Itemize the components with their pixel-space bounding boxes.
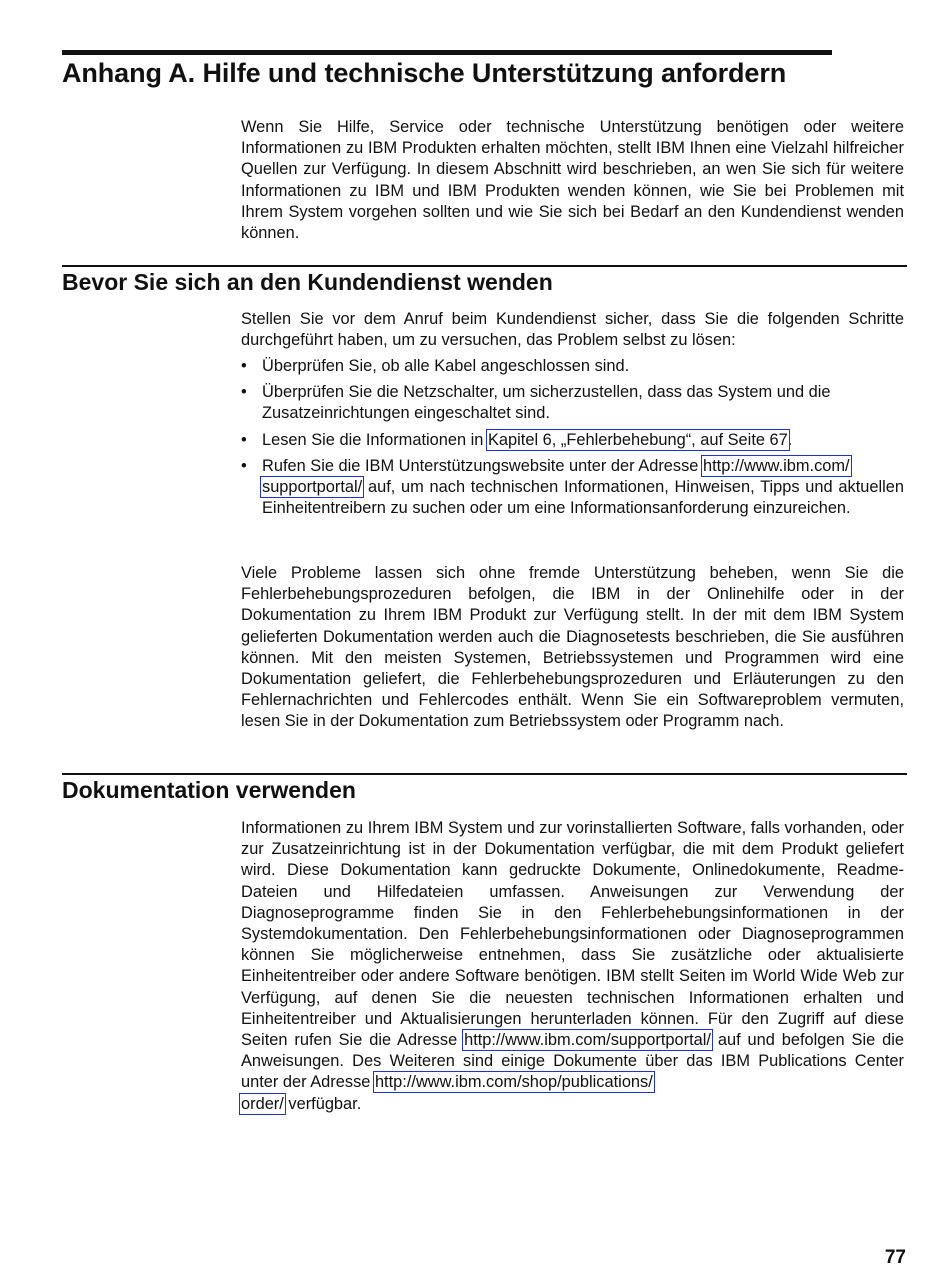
section-rule-1: [62, 265, 907, 267]
documentation-text-start: Informationen zu Ihrem IBM System und zur vorinstallierten Software, falls vorhanden, oder zur Zusatzeinrichtung ist in der Dokumentation verfügbar, die mit dem Produkt geliefert wird. Diese Dokumentation kann gedruckte Dokumente, Onlinedokumente, Readme-Dateien und Hilfedateien umfassen. Anweisungen zur Verwendung der Diagnoseprogramme finden Sie in den Fehlerbehebungsinformationen in der Systemdokumentation. Den Fehlerbehebungsinformationen oder Diagnoseprogrammen können Sie möglicherweise entnehmen, dass Sie zusätzliche oder aktualisierte Einheitentreiber oder andere Software benötigen. IBM stellt Seiten im World Wide Web zur Verfügung, auf denen Sie die neuesten technischen Informationen erhalten und Einheitentreiber und Aktualisierungen herunterladen können. Für den Zugriff auf diese Seiten rufen Sie die Adresse: [241, 819, 904, 1050]
checklist-item-troubleshooting-prefix: Lesen Sie die Informationen in: [262, 430, 488, 449]
checklist-item-power: [241, 382, 904, 424]
supportportal-link[interactable]: http://www.ibm.com/supportportal/: [464, 1031, 711, 1050]
checklist-item-support-prefix: Rufen Sie die IBM Unterstützungswebsite unter der Adresse: [262, 456, 703, 475]
checklist-item-power-text: Überprüfen Sie die Netzschalter, um sicherzustellen, dass das System und die Zusatzeinrichtungen eingeschaltet sind.: [262, 383, 831, 423]
checklist-item-troubleshooting: [241, 430, 904, 451]
section1-intro-paragraph: Stellen Sie vor dem Anruf beim Kundendienst sicher, dass Sie die folgenden Schritte durchgeführt haben, um zu versuchen, das Problem selbst zu lösen:: [241, 310, 904, 350]
chapter-intro-paragraph: Wenn Sie Hilfe, Service oder technische Unterstützung benötigen oder weitere Informationen zu IBM Produkten erhalten möchten, stellt IBM Ihnen eine Vielzahl hilfreicher Quellen zur Verfügung. In diesem Abschnitt wird beschrieben, an wen Sie sich für weitere Informationen zu IBM und IBM Produkten wenden können, wie Sie bei Problemen mit Ihrem System vorgehen sollten und wie Sie sich bei Bedarf an den Kundendienst wenden können.: [241, 118, 904, 243]
bullet-marker: •: [241, 456, 247, 475]
checklist-item-cables-text: Überprüfen Sie, ob alle Kabel angeschlossen sind.: [262, 357, 630, 375]
troubleshooting-chapter-link[interactable]: Kapitel 6, „Fehlerbehebung“, auf Seite 67: [487, 430, 788, 449]
checklist-item-cables: [241, 356, 904, 377]
documentation-text-end: verfügbar.: [283, 1094, 362, 1113]
section-title-before-contact: Bevor Sie sich an den Kundendienst wenden: [62, 269, 553, 295]
publications-link-part1[interactable]: http://www.ibm.com/shop/publications/: [374, 1073, 653, 1092]
section-title-documentation: Dokumentation verwenden: [62, 777, 356, 803]
section1-problems-paragraph: Viele Probleme lassen sich ohne fremde Unterstützung beheben, wenn Sie die Fehlerbehebungsprozeduren befolgen, die IBM in der Onlinehilfe oder in der Dokumentation zu Ihrem IBM Produkt zur Verfügung stellt. In der mit dem IBM System gelieferten Dokumentation werden auch die Diagnosetests beschrieben, die Sie ausführen können. Mit den meisten Systemen, Betriebssystemen und Programmen wird eine Dokumentation geliefert, die Fehlerbehebungsprozeduren und Erläuterungen zu den Fehlernachrichten und Fehlercodes enthält. Wenn Sie ein Softwareproblem vermuten, lesen Sie in der Dokumentation zum Betriebssystem oder Programm nach.: [241, 564, 904, 731]
chapter-top-rule: [62, 50, 832, 55]
bullet-marker: •: [241, 430, 247, 449]
checklist-item-troubleshooting-suffix: .: [787, 430, 793, 449]
bullet-marker: •: [241, 383, 247, 402]
bullet-marker: •: [241, 357, 247, 375]
support-portal-link-part2[interactable]: supportportal/: [262, 478, 363, 497]
checklist-item-support-suffix: auf, um nach technischen Informationen, Hinweisen, Tipps und aktuellen Einheitentreibern zu suchen oder um eine Informationsanforderung einzureichen.: [262, 478, 904, 518]
documentation-paragraph: [241, 818, 904, 1115]
chapter-title: Anhang A. Hilfe und technische Unterstützung anfordern: [62, 58, 787, 88]
publications-link-part2[interactable]: order/: [241, 1094, 284, 1113]
documentation-text-middle: auf und befolgen Sie die Anweisungen. Des Weiteren sind einige Dokumente über das IBM Publications Center unter der Adresse: [241, 1031, 904, 1092]
page-number: 77: [884, 1247, 906, 1268]
section-rule-2: [62, 773, 907, 775]
checklist: [241, 356, 904, 524]
support-portal-link-part1[interactable]: http://www.ibm.com/: [702, 456, 850, 475]
checklist-item-support-website: [241, 456, 904, 520]
